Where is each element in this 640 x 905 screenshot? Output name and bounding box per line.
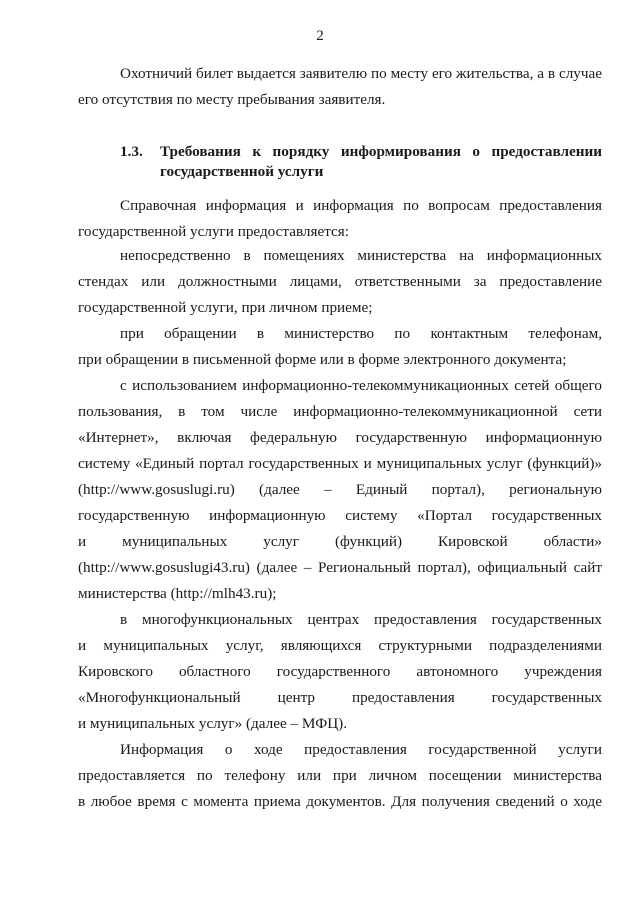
text-line: при обращении в министерство по контактным телефонам, <box>120 325 602 342</box>
text-line: (http://www.gosuslugi43.ru) (далее – Региональный портал), официальный сайт <box>78 559 602 576</box>
section-heading-cont: государственной услуги <box>160 163 324 180</box>
text-line: непосредственно в помещениях министерства на информационных <box>120 247 602 264</box>
text-line: «Интернет», включая федеральную государственную информационную <box>78 429 602 446</box>
text-line: (http://www.gosuslugi.ru) (далее – Единый портал), региональную <box>78 481 602 498</box>
text-line: и муниципальных услуг (функций) Кировской области» <box>78 533 602 550</box>
section-heading: Требования к порядку информирования о предоставлении <box>160 143 602 160</box>
page-number: 2 <box>316 28 324 44</box>
text-line: стендах или должностными лицами, ответственными за предоставление <box>78 273 602 290</box>
text-line: и муниципальных услуг» (далее – МФЦ). <box>78 715 348 732</box>
text-line: предоставляется по телефону или при личном посещении министерства <box>78 767 602 784</box>
text-line: с использованием информационно-телекоммуникационных сетей общего <box>120 377 602 394</box>
text-line: в любое время с момента приема документов. Для получения сведений о ходе <box>78 793 602 810</box>
text-line: Кировского областного государственного автономного учреждения <box>78 663 602 680</box>
text-line: в многофункциональных центрах предоставления государственных <box>120 611 602 628</box>
text-line: государственной услуги, при личном приеме; <box>78 299 373 316</box>
text-line: при обращении в письменной форме или в форме электронного документа; <box>78 351 567 368</box>
text-line: Справочная информация и информация по вопросам предоставления <box>120 197 602 214</box>
text-line: и муниципальных услуг, являющихся структурными подразделениями <box>78 637 602 654</box>
section-number: 1.3. <box>120 143 143 160</box>
text-line: систему «Единый портал государственных и муниципальных услуг (функций)» <box>78 455 602 472</box>
text-line: государственную информационную систему «Портал государственных <box>78 507 602 524</box>
text-line: министерства (http://mlh43.ru); <box>78 585 277 602</box>
text-line: Охотничий билет выдается заявителю по месту его жительства, а в случае <box>120 65 602 82</box>
text-line: пользования, в том числе информационно-телекоммуникационной сети <box>78 403 602 420</box>
text-line: «Многофункциональный центр предоставления государственных <box>78 689 602 706</box>
text-line: его отсутствия по месту пребывания заявителя. <box>78 91 386 108</box>
text-line: Информация о ходе предоставления государственной услуги <box>120 741 602 758</box>
text-line: государственной услуги предоставляется: <box>78 223 350 240</box>
